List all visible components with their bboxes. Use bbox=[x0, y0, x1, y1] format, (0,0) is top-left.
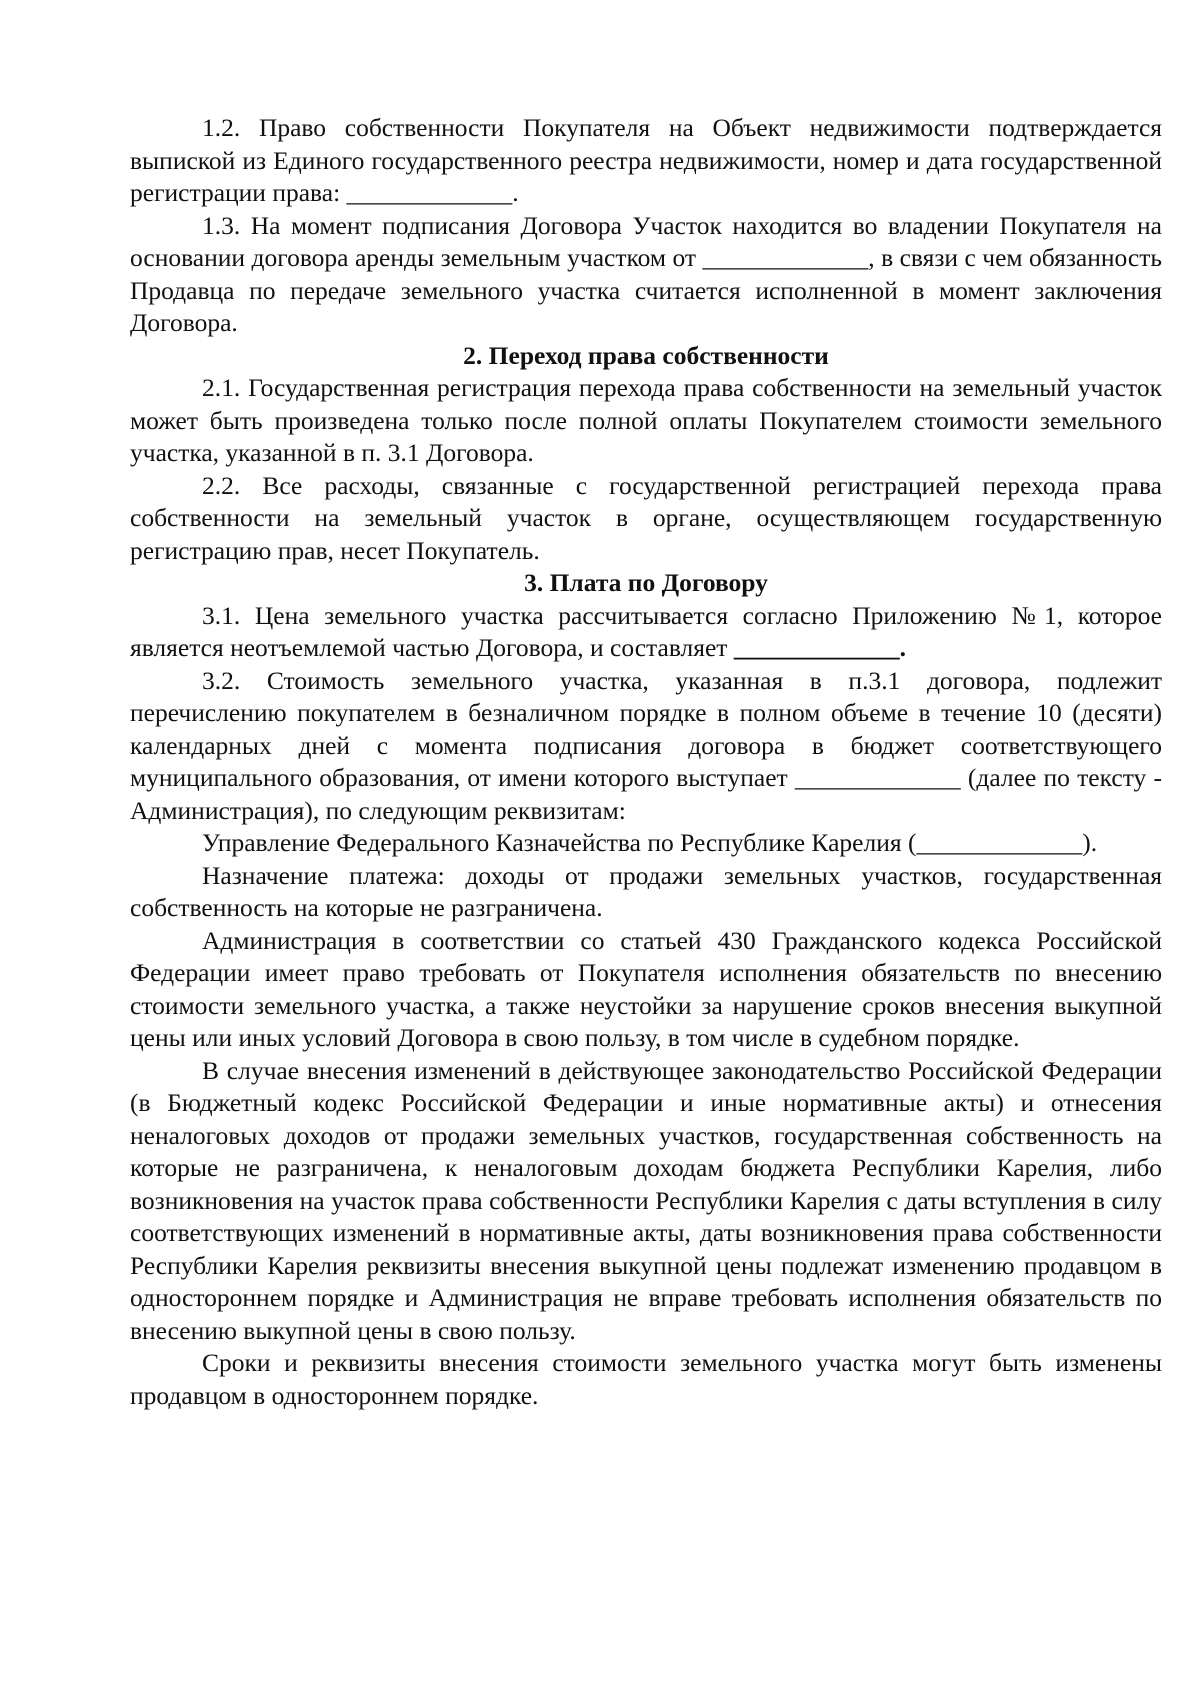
clause-3-1-text: 3.1. Цена земельного участка рассчитывается согласно Приложению №1, которое является неотъемлемой частью Договора, и составляет bbox=[130, 600, 1162, 662]
clause-2-1: 2.1. Государственная регистрация перехода права собственности на земельный участок может быть произведена только после полной оплаты Покупателем стоимости земельного участка, указанной в п. 3.1 Договора. bbox=[130, 373, 1162, 467]
price-blank: _____________. bbox=[733, 633, 906, 662]
clause-1-3: 1.3. На момент подписания Договора Участок находится во владении Покупателя на основании договора аренды земельным участком от _____________, в связи с чем обязанность Продавца по передаче земельного участка считается исполненной в момент заключения Договора. bbox=[130, 210, 1162, 337]
clause-3-1 bbox=[130, 600, 1162, 665]
clause-2-2: 2.2. Все расходы, связанные с государственной регистрацией перехода права собственности на земельный участок в органе, осуществляющем государственную регистрацию прав, несет Покупатель. bbox=[130, 470, 1162, 565]
clause-1-2: 1.2. Право собственности Покупателя на Объект недвижимости подтверждается выпиской из Единого государственного реестра недвижимости, номер и дата государственной регистрации права: _____________. bbox=[130, 113, 1162, 207]
payment-purpose: Назначение платежа: доходы от продажи земельных участков, государственная собственность на которые не разграничена. bbox=[130, 860, 1162, 922]
document-page bbox=[130, 112, 1162, 1412]
treasury-details: Управление Федерального Казначейства по Республике Карелия (_____________). bbox=[202, 828, 1098, 857]
clause-3-2: 3.2. Стоимость земельного участка, указанная в п.3.1 договора, подлежит перечислению покупателем в безналичном порядке в полном объеме в течение 10 (десяти) календарных дней с момента подписания договора в бюджет соответствующего муниципального образования, от имени которого выступает _____________ (далее по тексту - Администрация), по следующим реквизитам: bbox=[130, 665, 1162, 825]
section-2-heading: 2. Переход права собственности bbox=[463, 340, 829, 370]
terms-change: Сроки и реквизиты внесения стоимости земельного участка могут быть изменены продавцом в одностороннем порядке. bbox=[130, 1348, 1162, 1410]
legislation-changes: В случае внесения изменений в действующее законодательство Российской Федерации (в Бюджетный кодекс Российской Федерации и иные нормативные акты) и отнесения неналоговых доходов от продажи земельных участков, государственная собственность на которые не разграничена, к неналоговым доходам бюджета Республики Карелия, либо возникновения на участок права собственности Республики Карелия с даты вступления в силу соответствующих изменений в нормативные акты, даты возникновения права собственности Республики Карелия реквизиты внесения выкупной цены подлежат изменению продавцом в одностороннем порядке и Администрация не вправе требовать исполнения обязательств по внесению выкупной цены в свою пользу. bbox=[130, 1055, 1162, 1345]
administration-rights: Администрация в соответствии со статьей 430 Гражданского кодекса Российской Федерации имеет право требовать от Покупателя исполнения обязательств по внесению стоимости земельного участка, а также неустойки за нарушение сроков внесения выкупной цены или иных условий Договора в свою пользу, в том числе в судебном порядке. bbox=[130, 925, 1162, 1052]
section-3-heading: 3. Плата по Договору bbox=[524, 568, 768, 597]
